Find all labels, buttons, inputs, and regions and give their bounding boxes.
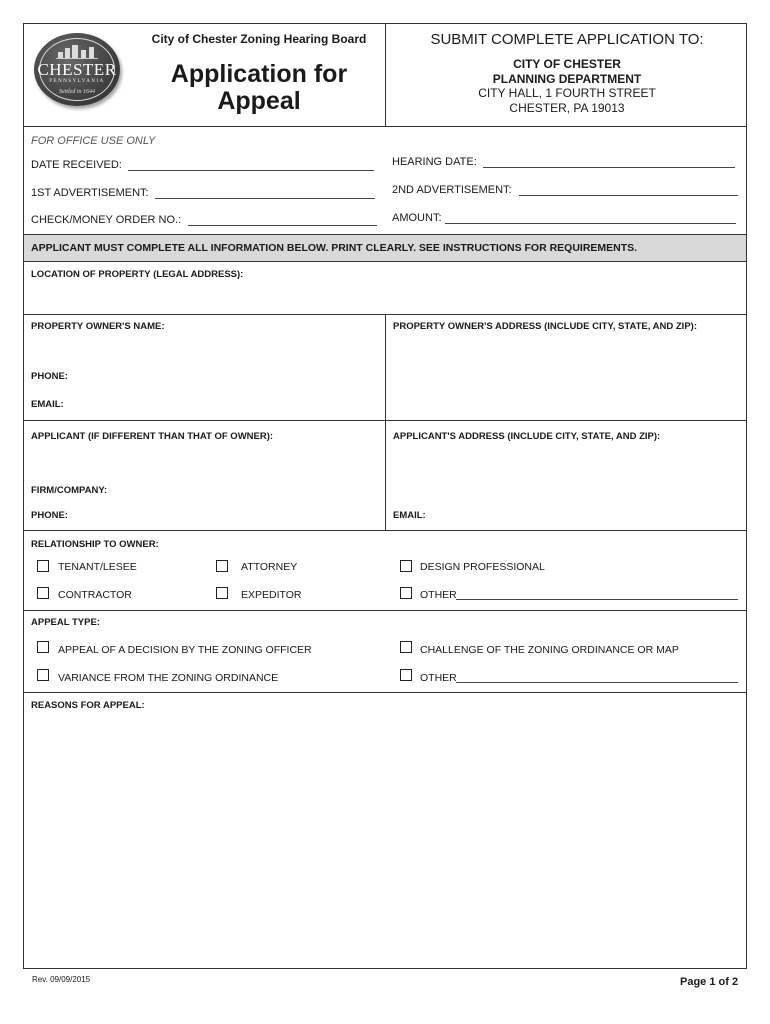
applicant-phone-label: PHONE:: [31, 510, 68, 521]
date-received-field[interactable]: [128, 170, 374, 171]
hearing-date-field[interactable]: [483, 167, 735, 168]
address-line: CHESTER, PA 19013: [509, 100, 625, 115]
applicant-field[interactable]: [24, 444, 385, 482]
owner-name-label: PROPERTY OWNER'S NAME:: [31, 321, 165, 332]
owner-address-field[interactable]: [387, 334, 747, 418]
reasons-heading: REASONS FOR APPEAL:: [31, 700, 145, 711]
relationship-other-checkbox[interactable]: [400, 587, 412, 599]
appeal-other-field[interactable]: [456, 682, 738, 683]
variance-label: VARIANCE FROM THE ZONING ORDINANCE: [58, 672, 279, 684]
contractor-checkbox[interactable]: [37, 587, 49, 599]
amount-label: AMOUNT:: [392, 212, 442, 224]
second-advertisement-field[interactable]: [519, 195, 738, 196]
challenge-ordinance-checkbox[interactable]: [400, 641, 412, 653]
revision-date: Rev. 09/09/2015: [32, 975, 91, 984]
instructions-text: APPLICANT MUST COMPLETE ALL INFORMATION BELOW. PRINT CLEARLY. SEE INSTRUCTIONS FOR REQUIREMENTS.: [31, 242, 638, 254]
owner-email-label: EMAIL:: [31, 399, 64, 410]
location-field[interactable]: [24, 262, 746, 314]
office-use-heading: FOR OFFICE USE ONLY: [31, 135, 156, 147]
applicant-address-label: APPLICANT'S ADDRESS (INCLUDE CITY, STATE, AND ZIP):: [393, 431, 661, 442]
attorney-label: ATTORNEY: [241, 561, 298, 573]
check-number-label: CHECK/MONEY ORDER NO.:: [31, 214, 182, 226]
appeal-decision-checkbox[interactable]: [37, 641, 49, 653]
design-professional-label: DESIGN PROFESSIONAL: [420, 561, 545, 573]
relationship-other-label: OTHER: [420, 589, 457, 601]
check-number-field[interactable]: [188, 225, 377, 226]
owner-address-label: PROPERTY OWNER'S ADDRESS (INCLUDE CITY, STATE, AND ZIP):: [393, 321, 697, 332]
amount-field[interactable]: [445, 223, 736, 224]
relationship-other-field[interactable]: [456, 599, 738, 600]
appeal-type-heading: APPEAL TYPE:: [31, 617, 100, 628]
tenant-label: TENANT/LESEE: [58, 561, 137, 573]
relationship-heading: RELATIONSHIP TO OWNER:: [31, 539, 159, 550]
first-advertisement-label: 1ST ADVERTISEMENT:: [31, 187, 149, 199]
skyline-icon: [56, 44, 98, 59]
firm-label: FIRM/COMPANY:: [31, 485, 108, 496]
application-form: [23, 23, 747, 969]
appeal-decision-label: APPEAL OF A DECISION BY THE ZONING OFFICER: [58, 644, 312, 656]
variance-checkbox[interactable]: [37, 669, 49, 681]
form-title-line2: Appeal: [217, 87, 301, 115]
location-label: LOCATION OF PROPERTY (LEGAL ADDRESS):: [31, 269, 244, 280]
second-advertisement-label: 2ND ADVERTISEMENT:: [392, 184, 512, 196]
owner-phone-label: PHONE:: [31, 371, 68, 382]
expeditor-checkbox[interactable]: [216, 587, 228, 599]
applicant-address-field[interactable]: [387, 444, 747, 504]
applicant-email-label: EMAIL:: [393, 510, 426, 521]
address-line: CITY HALL, 1 FOURTH STREET: [478, 86, 656, 100]
city-seal-logo: [34, 33, 120, 106]
page-number: Page 1 of 2: [680, 976, 739, 988]
form-title: [139, 61, 379, 115]
first-advertisement-field[interactable]: [155, 198, 375, 199]
address-line: CITY OF CHESTER: [513, 57, 621, 71]
form-header: [24, 24, 746, 127]
design-professional-checkbox[interactable]: [400, 560, 412, 572]
tenant-checkbox[interactable]: [37, 560, 49, 572]
seal-name: CHESTER: [37, 60, 117, 79]
reasons-field[interactable]: [24, 714, 746, 966]
seal-subtitle: PENNSYLVANIA: [49, 79, 105, 84]
contractor-label: CONTRACTOR: [58, 589, 132, 601]
applicant-label: APPLICANT (IF DIFFERENT THAN THAT OF OWNER):: [31, 431, 274, 442]
appeal-other-label: OTHER: [420, 672, 457, 684]
attorney-checkbox[interactable]: [216, 560, 228, 572]
appeal-other-checkbox[interactable]: [400, 669, 412, 681]
submit-heading: SUBMIT COMPLETE APPLICATION TO:: [430, 31, 704, 48]
board-name: City of Chester Zoning Hearing Board: [151, 32, 367, 46]
date-received-label: DATE RECEIVED:: [31, 159, 122, 171]
submit-address: [386, 57, 748, 115]
address-line: PLANNING DEPARTMENT: [492, 71, 642, 86]
expeditor-label: EXPEDITOR: [241, 589, 302, 601]
form-title-line1: Application for: [170, 60, 348, 88]
instructions-band: [24, 234, 746, 262]
challenge-ordinance-label: CHALLENGE OF THE ZONING ORDINANCE OR MAP: [420, 644, 679, 656]
owner-name-field[interactable]: [24, 334, 385, 370]
seal-established: Settled in 1644: [59, 89, 95, 95]
hearing-date-label: HEARING DATE:: [392, 156, 477, 168]
